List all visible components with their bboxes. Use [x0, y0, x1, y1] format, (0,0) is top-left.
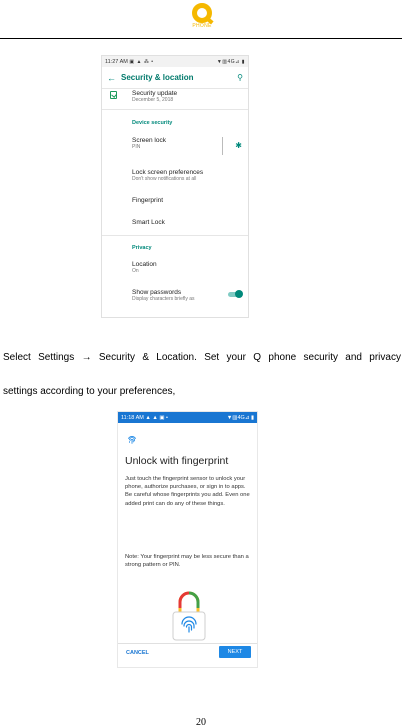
smart-lock-title: Smart Lock: [132, 219, 165, 226]
header-rule: [0, 38, 402, 39]
fingerprint-item[interactable]: [102, 197, 248, 219]
cancel-button[interactable]: CANCEL: [126, 650, 149, 656]
word: privacy: [369, 352, 401, 363]
security-update-title: Security update: [132, 90, 178, 97]
show-passwords-title: Show passwords: [132, 289, 182, 296]
word: security: [303, 352, 338, 363]
word: Settings: [38, 352, 75, 363]
status-bar: [102, 56, 248, 67]
back-arrow-icon[interactable]: ←: [107, 72, 116, 83]
lock-prefs-title: Lock screen preferences: [132, 169, 204, 176]
fingerprint-description: Just touch the fingerprint sensor to unlock your phone, authorize purchases, or sign in to apps. Be careful whose fingerprints you add. Even one added print can do any of these things.: [125, 476, 250, 507]
word: Security: [98, 352, 135, 363]
toolbar: [102, 67, 248, 89]
word: phone: [268, 352, 297, 363]
privacy-header: Privacy: [132, 245, 152, 251]
security-shield-icon: [110, 91, 117, 99]
status-bar: [118, 412, 257, 423]
status-time: 11:18 AM: [121, 414, 144, 421]
fingerprint-icon: [126, 434, 138, 446]
vertical-separator: [222, 137, 223, 155]
q-logo-icon: [192, 3, 212, 23]
status-right-icons: ▼▥4G⊿ ▮: [216, 58, 245, 65]
lock-screen-preferences-item[interactable]: [102, 169, 248, 197]
status-left-icons: ▲ ▲ ▣ •: [145, 414, 168, 421]
show-passwords-subtitle: Display characters briefly as: [132, 296, 195, 302]
screen-lock-title: Screen lock: [132, 137, 166, 144]
word: Location.: [156, 352, 197, 363]
security-update-date: December 5, 2018: [132, 97, 174, 103]
search-icon[interactable]: ⚲: [237, 73, 243, 82]
fingerprint-setup-screenshot: [117, 411, 258, 668]
location-item[interactable]: [102, 261, 248, 289]
status-time: 11:27 AM: [105, 58, 128, 65]
instruction-line-2: settings according to your preferences,: [3, 386, 176, 397]
show-passwords-toggle[interactable]: [228, 292, 242, 297]
page-title: Security & location: [121, 73, 194, 82]
q-phone-logo: [188, 2, 216, 32]
security-settings-screenshot: [101, 55, 249, 318]
logo-text: PHONE: [192, 23, 212, 29]
fingerprint-note: Note: Your fingerprint may be less secure than a strong pattern or PIN.: [125, 554, 249, 569]
word: your: [226, 352, 246, 363]
page-number: 20: [196, 717, 206, 728]
location-subtitle: On: [132, 268, 139, 274]
next-button[interactable]: NEXT: [219, 646, 251, 658]
fingerprint-title: Fingerprint: [132, 197, 164, 204]
padlock-illustration: [170, 588, 208, 644]
show-passwords-item[interactable]: [102, 289, 248, 309]
word: &: [142, 352, 149, 363]
location-title: Location: [132, 261, 157, 268]
footer-divider: [118, 643, 258, 644]
arrow-symbol: →: [81, 352, 92, 363]
instruction-line-1: [3, 352, 401, 363]
status-left-icons: ▣ ▲ ⁂ •: [129, 58, 154, 65]
smart-lock-item[interactable]: [102, 219, 248, 235]
word: and: [345, 352, 362, 363]
word: Select: [3, 352, 31, 363]
status-right-icons: ▼▥4G⊿ ▮: [226, 414, 254, 421]
security-update-item[interactable]: [102, 89, 248, 109]
page-title: Unlock with fingerprint: [125, 455, 229, 467]
screen-lock-item[interactable]: [102, 137, 248, 159]
word: Set: [204, 352, 220, 363]
screen-lock-subtitle: PIN: [132, 144, 141, 150]
device-security-header: Device security: [132, 120, 173, 126]
gear-icon[interactable]: ✱: [235, 141, 242, 150]
lock-prefs-subtitle: Don't show notifications at all: [132, 176, 197, 182]
word: Q: [253, 352, 262, 363]
